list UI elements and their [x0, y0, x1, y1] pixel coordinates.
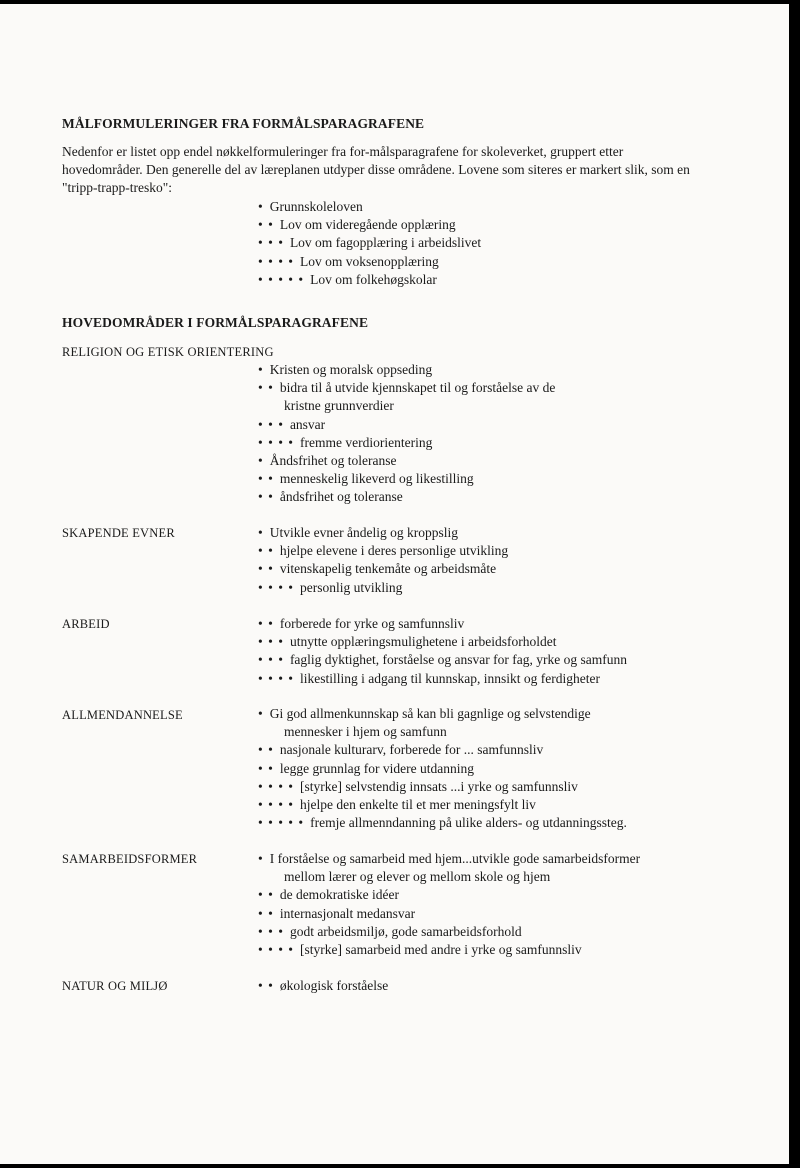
list-item: • • hjelpe elevene i deres personlige utvikling	[258, 543, 509, 559]
legend-item: • • • • • Lov om folkehøgskolar	[258, 271, 437, 287]
section-list-skapende	[258, 524, 508, 597]
bullet-dots: • •	[258, 561, 274, 577]
list-item: • • menneskelig likeverd og likestilling	[258, 471, 474, 487]
bullet-dots: • • • •	[258, 434, 295, 450]
list-item: • Utvikle evner åndelig og kroppslig	[258, 525, 458, 540]
section-list-allmendannelse	[258, 705, 627, 832]
bullet-dots: • • • •	[258, 253, 295, 269]
section-label-natur: NATUR OG MILJØ	[62, 979, 168, 993]
bullet-dots: • • • • •	[258, 815, 305, 831]
list-item: • I forståelse og samarbeid med hjem...utvikle gode samarbeidsformer mellom lærer og elever og mellom skole og hjem	[258, 851, 641, 885]
section-list-religion	[258, 361, 555, 507]
section-label-religion: RELIGION OG ETISK ORIENTERING	[62, 345, 274, 359]
document-page	[0, 4, 789, 1164]
list-item: • • • • fremme verdiorientering	[258, 434, 433, 450]
list-item: • Kristen og moralsk oppseding	[258, 362, 433, 377]
list-item: • • • • • fremje allmenndanning på ulike alders- og utdanningssteg.	[258, 815, 627, 831]
list-item: • • • • [styrke] samarbeid med andre i yrke og samfunnsliv	[258, 942, 582, 958]
bullet-dots: •	[258, 362, 264, 377]
bullet-dots: • • •	[258, 416, 284, 432]
legend-list	[258, 198, 481, 289]
heading-malformuleringer: MÅLFORMULERINGER FRA FORMÅLSPARAGRAFENE	[62, 116, 425, 131]
list-item: • • • • hjelpe den enkelte til et mer meningsfylt liv	[258, 797, 536, 813]
section-list-arbeid	[258, 615, 627, 688]
list-item: • • bidra til å utvide kjennskapet til og forståelse av de kristne grunnverdier	[258, 380, 556, 414]
list-item: • • nasjonale kulturarv, forberede for ... samfunnsliv	[258, 742, 544, 758]
bullet-dots: • •	[258, 905, 274, 921]
list-item: • • • • likestilling i adgang til kunnskap, innsikt og ferdigheter	[258, 670, 600, 686]
bullet-dots: • •	[258, 380, 274, 396]
list-item: • • • ansvar	[258, 416, 326, 432]
bullet-dots: • •	[258, 760, 274, 776]
bullet-dots: • • •	[258, 652, 284, 668]
bullet-dots: • •	[258, 489, 274, 505]
bullet-dots: •	[258, 525, 264, 540]
bullet-dots: • •	[258, 742, 274, 758]
bullet-dots: • • •	[258, 634, 284, 650]
bullet-dots: • • •	[258, 923, 284, 939]
bullet-dots: •	[258, 706, 264, 721]
bullet-dots: •	[258, 851, 264, 866]
bullet-dots: • •	[258, 543, 274, 559]
legend-item: • Grunnskoleloven	[258, 199, 363, 214]
bullet-dots: •	[258, 199, 264, 214]
list-item: • Åndsfrihet og toleranse	[258, 453, 397, 469]
bullet-dots: • • •	[258, 235, 284, 251]
bullet-dots: • • • •	[258, 778, 295, 794]
list-item: • • økologisk forståelse	[258, 978, 389, 993]
bullet-dots: • •	[258, 217, 274, 233]
section-list-natur	[258, 977, 388, 995]
legend-item: • • Lov om videregående opplæring	[258, 217, 456, 233]
bullet-dots: • • • •	[258, 579, 295, 595]
bullet-dots: • • • •	[258, 670, 295, 686]
legend-item: • • • Lov om fagopplæring i arbeidslivet	[258, 235, 482, 251]
list-item: • • • godt arbeidsmiljø, gode samarbeidsforhold	[258, 923, 522, 939]
list-item: • • • • [styrke] selvstendig innsats ...i yrke og samfunnsliv	[258, 778, 578, 794]
bullet-dots: • • • • •	[258, 271, 305, 287]
list-item: • • • utnytte opplæringsmulighetene i arbeidsforholdet	[258, 634, 557, 650]
bullet-dots: • •	[258, 471, 274, 487]
list-item: • • • • personlig utvikling	[258, 579, 403, 595]
section-label-arbeid: ARBEID	[62, 617, 110, 631]
list-item: • • • faglig dyktighet, forståelse og ansvar for fag, yrke og samfunn	[258, 652, 627, 668]
section-list-samarbeidsformer	[258, 850, 640, 959]
list-item: • • legge grunnlag for videre utdanning	[258, 760, 475, 776]
bullet-dots: • • • •	[258, 797, 295, 813]
heading-hovedomrader: HOVEDOMRÅDER I FORMÅLSPARAGRAFENE	[62, 315, 369, 330]
section-label-skapende: SKAPENDE EVNER	[62, 526, 175, 540]
section-label-allmendannelse: ALLMENDANNELSE	[62, 708, 183, 722]
intro-paragraph: Nedenfor er listet opp endel nøkkelformuleringer fra for-målsparagrafene for skoleverket, gruppert etter hovedområder. Den generelle del av læreplanen utdyper disse områdene. Lovene som siteres er markert slik, som en "tripp-trapp-tresko":	[62, 144, 690, 195]
list-item: • • vitenskapelig tenkemåte og arbeidsmåte	[258, 561, 497, 577]
bullet-dots: • •	[258, 887, 274, 903]
list-item: • • åndsfrihet og toleranse	[258, 489, 403, 505]
list-item: • Gi god allmenkunnskap så kan bli gagnlige og selvstendige mennesker i hjem og samfunn	[258, 706, 591, 740]
section-label-samarbeidsformer: SAMARBEIDSFORMER	[62, 852, 198, 866]
list-item: • • internasjonalt medansvar	[258, 905, 416, 921]
bullet-dots: • •	[258, 978, 274, 993]
legend-item: • • • • Lov om voksenopplæring	[258, 253, 439, 269]
list-item: • • forberede for yrke og samfunnsliv	[258, 616, 465, 631]
list-item: • • de demokratiske idéer	[258, 887, 400, 903]
bullet-dots: • • • •	[258, 942, 295, 958]
bullet-dots: •	[258, 453, 264, 469]
bullet-dots: • •	[258, 616, 274, 631]
